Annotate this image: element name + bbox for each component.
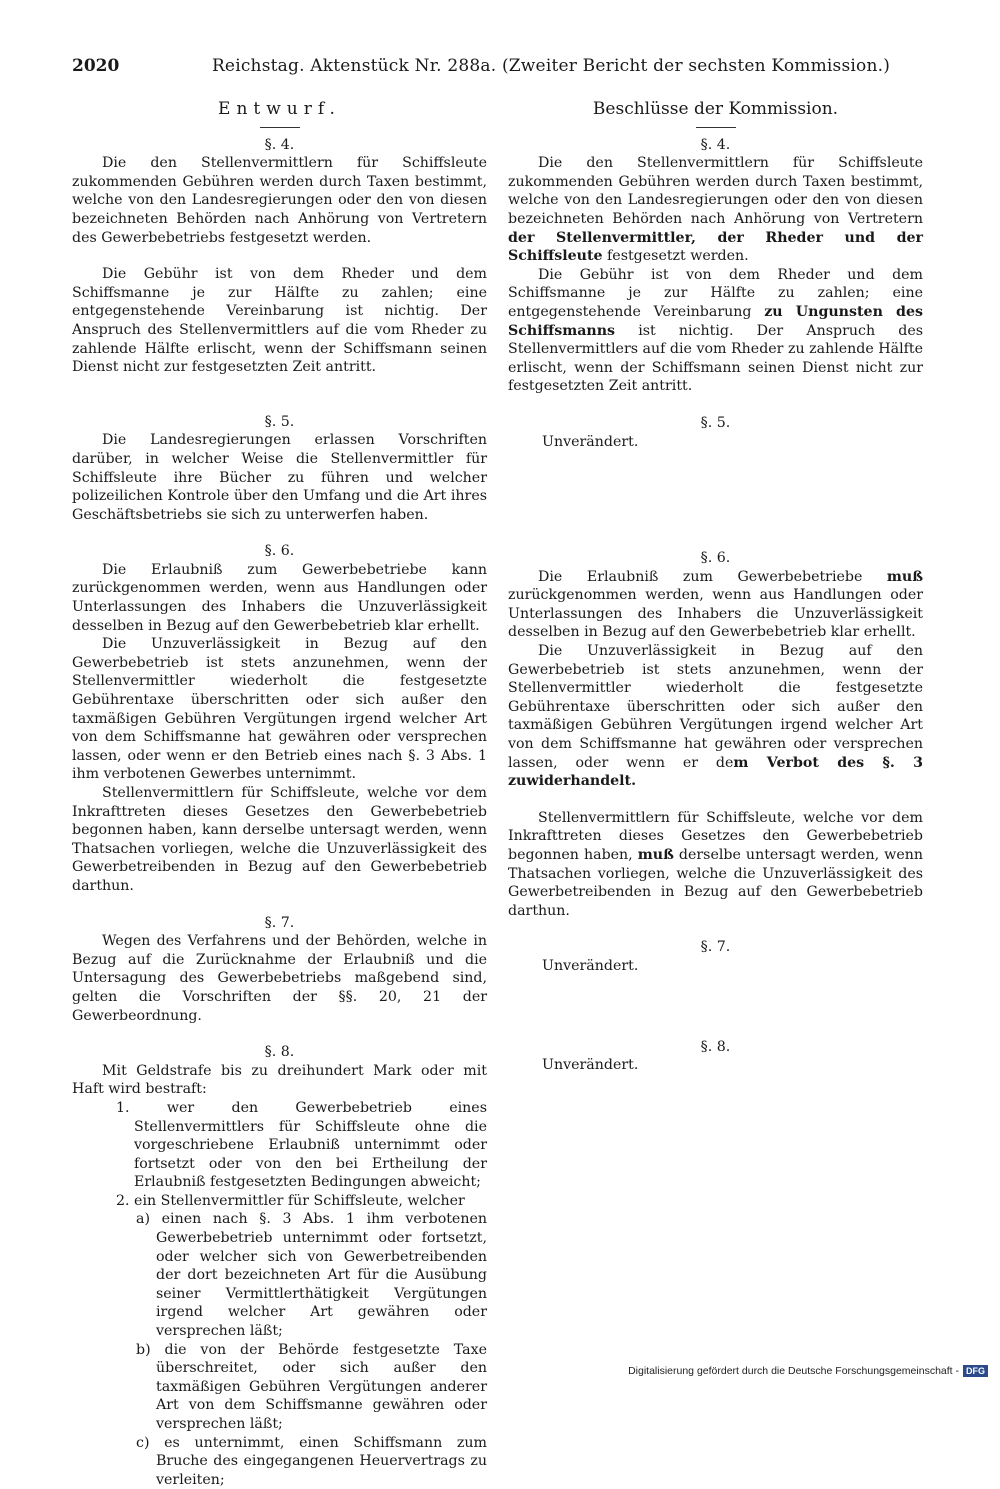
dfg-logo: DFG bbox=[963, 1365, 988, 1377]
section-heading: §. 4. bbox=[700, 136, 731, 153]
section-heading: §. 4. bbox=[264, 136, 295, 153]
page-number: 2020 bbox=[72, 56, 120, 76]
paragraph: Die Landesregierungen erlassen Vorschriften darüber, in welcher Weise die Stellenvermittler für Schiffsleute ihre Bücher zu führen und welcher polizeilichen Kontrole über den Umfang und die Art ihres Geschäftsbetriebs sie sich zu unterwerfen haben. bbox=[72, 432, 487, 523]
paragraph: Die Unzuverlässigkeit in Bezug auf den Gewerbebetrieb ist stets anzunehmen, wenn der Stellenvermittler wiederholt die festgesetzte Gebührentaxe überschritten oder sich außer den taxmäßigen Gebühren Vergütungen irgend welcher Art von dem Schiffsmanne hat gewähren oder versprechen lassen, oder wenn er den Betrieb eines nach §. 3 Abs. 1 ihm verbotenen Gewerbes unternimmt. bbox=[72, 636, 487, 783]
emphasis: der Stellenvermittler, der Rheder und der Schiffsleute bbox=[508, 229, 923, 265]
commission-column bbox=[508, 100, 923, 1075]
paragraph: Stellenvermittlern für Schiffsleute, welche vor dem Inkrafttreten dieses Gesetzes den Gewerbebetrieb begonnen haben, kann derselbe untersagt werden, wenn Thatsachen vorliegen, welche die Unzuverlässigkeit des Gewerbetreibenden in Bezug auf den Gewerbebetrieb darthun. bbox=[72, 785, 487, 894]
paragraph: Mit Geldstrafe bis zu dreihundert Mark oder mit Haft wird bestraft: bbox=[72, 1062, 487, 1098]
list-item: 2. ein Stellenvermittler für Schiffsleute, welcher bbox=[116, 1192, 465, 1209]
section-heading: §. 8. bbox=[700, 1038, 731, 1055]
list-item: b) die von der Behörde festgesetzte Taxe überschreitet, oder sich außer den taxmäßigen Gebühren Vergütungen anderer Art von dem Schiffsmanne gewähren oder versprechen läßt; bbox=[136, 1341, 487, 1432]
section-heading: §. 7. bbox=[264, 914, 295, 931]
title-rule bbox=[260, 127, 300, 128]
list-item: c) es unternimmt, einen Schiffsmann zum Bruche des eingegangenen Heuervertrags zu verleiten; bbox=[136, 1434, 487, 1488]
title-rule bbox=[696, 127, 736, 128]
paragraph: Die den Stellenvermittlern für Schiffsleute zukommenden Gebühren werden durch Taxen bestimmt, welche von den Landesregierungen oder den von diesen bezeichneten Behörden nach Anhörung von Vertretern des Gewerbebetriebs festgesetzt werden. bbox=[72, 155, 487, 246]
section-heading: §. 5. bbox=[264, 413, 295, 430]
unchanged-note: Unverändert. bbox=[542, 433, 639, 450]
emphasis: zu Ungunsten des Schiffsmanns bbox=[508, 303, 923, 339]
list-item: a) einen nach §. 3 Abs. 1 ihm verbotenen Gewerbebetrieb unternimmt oder fortsetzt, oder welcher sich von Gewerbetreibenden der dort bezeichneten Art für die Ausübung seiner Vermittlerthätigkeit Vergütungen irgend welcher Art gewähren oder versprechen läßt; bbox=[136, 1211, 487, 1340]
running-title: Reichstag. Aktenstück Nr. 288a. (Zweiter Bericht der sechsten Kommission.) bbox=[211, 56, 891, 76]
section-heading: §. 6. bbox=[264, 543, 295, 560]
footer-text: Digitalisierung gefördert durch die Deutsche Forschungsgemeinschaft - bbox=[628, 1365, 959, 1377]
penalty-sublist bbox=[116, 1210, 487, 1489]
section-heading: §. 5. bbox=[700, 414, 731, 431]
unchanged-note: Unverändert. bbox=[542, 957, 639, 974]
page-header bbox=[72, 56, 940, 76]
paragraph: Wegen des Verfahrens und der Behörden, welche in Bezug auf die Zurücknahme der Erlaubniß und die Untersagung des Gewerbebetriebs maßgebend sind, gelten die Vorschriften der §§. 20, 21 der Gewerbeordnung. bbox=[72, 933, 487, 1024]
paragraph: Die Gebühr ist von dem Rheder und dem Schiffsmanne je zur Hälfte zu zahlen; eine entgegenstehende Vereinbarung zu Ungunsten des Schiffsmanns ist nichtig. Der Anspruch des Stellenvermittlers auf die vom Rheder zu zahlende Hälfte erlischt, wenn der Schiffsmann seinen Dienst nicht zur festgesetzten Zeit antritt. bbox=[508, 266, 923, 395]
penalty-list bbox=[72, 1099, 487, 1489]
section-heading: §. 6. bbox=[700, 550, 731, 567]
paragraph: Die Gebühr ist von dem Rheder und dem Schiffsmanne je zur Hälfte zu zahlen; eine entgegenstehende Vereinbarung ist nichtig. Der Anspruch des Stellenvermittlers auf die vom Rheder zu zahlende Hälfte erlischt, wenn der Schiffsmann seinen Dienst nicht zur festgesetzten Zeit antritt. bbox=[72, 266, 487, 376]
paragraph: Die Erlaubniß zum Gewerbebetriebe kann zurückgenommen werden, wenn aus Handlungen oder Unterlassungen des Inhabers die Unzuverlässigkeit desselben in Bezug auf den Gewerbebetrieb klar erhellt. bbox=[72, 561, 487, 634]
paragraph: Die Erlaubniß zum Gewerbebetriebe muß zurückgenommen werden, wenn aus Handlungen oder Unterlassungen des Inhabers die Unzuverlässigkeit desselben in Bezug auf den Gewerbebetrieb klar erhellt. bbox=[508, 568, 923, 641]
emphasis: muß bbox=[637, 847, 674, 863]
emphasis: muß bbox=[886, 568, 923, 585]
section-heading: §. 8. bbox=[264, 1044, 295, 1061]
paragraph: Stellenvermittlern für Schiffsleute, welche vor dem Inkrafttreten dieses Gesetzes den Gewerbebetrieb begonnen haben, muß derselbe untersagt werden, wenn Thatsachen vorliegen, welche die Unzuverlässigkeit des Gewerbetreibenden in Bezug auf den Gewerbebetrieb darthun. bbox=[508, 809, 923, 919]
draft-column bbox=[72, 100, 487, 1489]
funding-footer bbox=[628, 1365, 988, 1377]
list-item: 1. wer den Gewerbebetrieb eines Stellenvermittlers für Schiffsleute ohne die vorgeschriebene Erlaubniß unternimmt oder fortsetzt oder von den bei Ertheilung der Erlaubniß festgesetzten Bedingungen abweicht; bbox=[116, 1099, 487, 1191]
paragraph: Die den Stellenvermittlern für Schiffsleute zukommenden Gebühren werden durch Taxen bestimmt, welche von den Landesregierungen oder den von diesen bezeichneten Behörden nach Anhörung von Vertretern der Stellenvermittler, der Rheder und der Schiffsleute festgesetzt werden. bbox=[508, 155, 923, 265]
paragraph: Die Unzuverlässigkeit in Bezug auf den Gewerbebetrieb ist stets anzunehmen, wenn der Stellenvermittler wiederholt die festgesetzte Gebührentaxe überschritten oder sich außer den taxmäßigen Gebühren Vergütungen irgend welcher Art von dem Schiffsmanne hat gewähren oder versprechen lassen, oder wenn er dem Verbot des §. 3 zuwiderhandelt. bbox=[508, 643, 923, 790]
emphasis: m Verbot des §. 3 zuwiderhandelt. bbox=[508, 754, 923, 790]
commission-column-title: Beschlüsse der Kommission. bbox=[592, 99, 839, 119]
unchanged-note: Unverändert. bbox=[542, 1057, 639, 1074]
section-heading: §. 7. bbox=[700, 939, 731, 956]
draft-column-title: Entwurf. bbox=[218, 99, 341, 119]
